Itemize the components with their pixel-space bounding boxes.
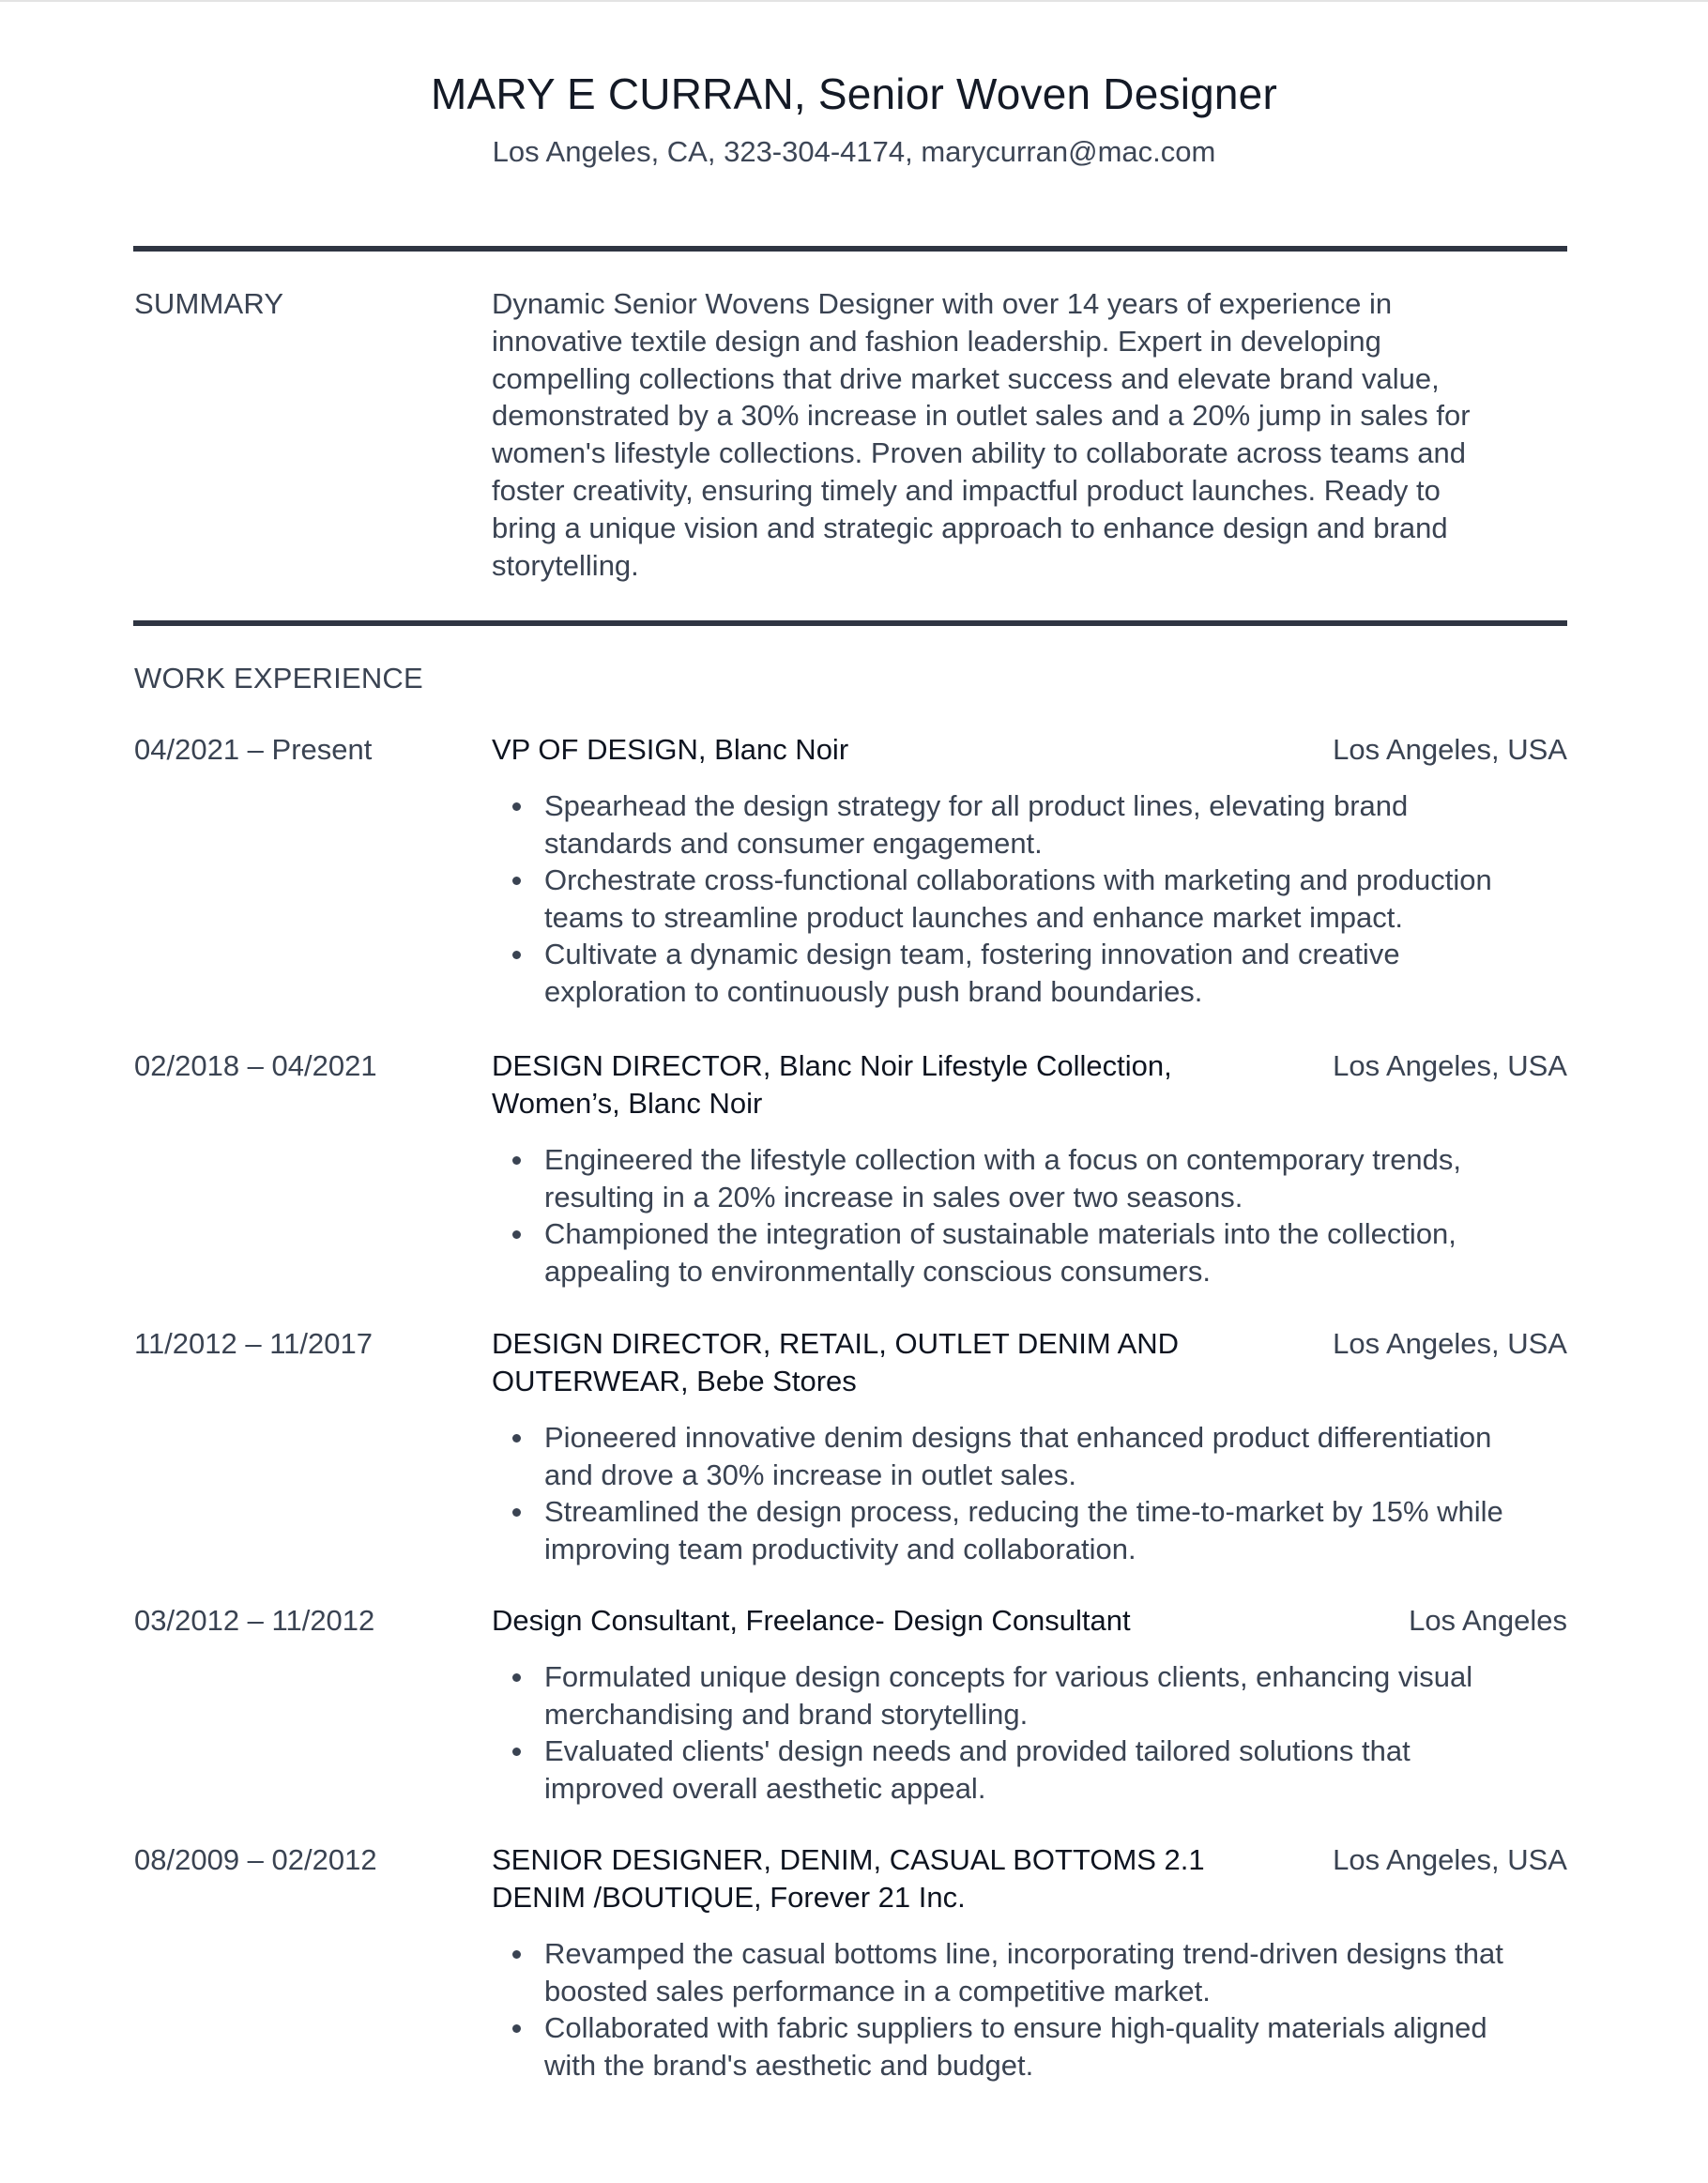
list-item xyxy=(492,1493,1571,1567)
list-item xyxy=(492,1658,1571,1733)
summary-heading: SUMMARY xyxy=(134,287,284,320)
list-item xyxy=(492,1215,1571,1290)
job-dates: 11/2012 – 11/2017 xyxy=(134,1327,373,1360)
job-title-line: DESIGN DIRECTOR, Blanc Noir Lifestyle Collection, xyxy=(492,1049,1172,1082)
bullet-text-line: improving team productivity and collaboration. xyxy=(544,1532,1136,1565)
job-location: Los Angeles xyxy=(1409,1604,1567,1637)
bullet-dot-icon xyxy=(512,1508,521,1517)
contact-info: Los Angeles, CA, 323-304-4174, marycurran@mac.com xyxy=(492,135,1216,168)
list-item xyxy=(492,1935,1571,2009)
summary-line: demonstrated by a 30% increase in outlet sales and a 20% jump in sales for xyxy=(492,399,1471,433)
bullet-dot-icon xyxy=(512,2024,521,2033)
job-title: Design Consultant, Freelance- Design Consultant xyxy=(492,1604,1131,1637)
bullet-text-line: appealing to environmentally conscious consumers. xyxy=(544,1254,1211,1288)
name-title: MARY E CURRAN, Senior Woven Designer xyxy=(431,69,1277,118)
resume-header xyxy=(0,66,1708,171)
job-dates: 03/2012 – 11/2012 xyxy=(134,1604,375,1637)
job-title xyxy=(492,1047,1243,1122)
bullet-text-line: teams to streamline product launches and enhance market impact. xyxy=(544,900,1403,934)
bullet-text-line: resulting in a 20% increase in sales over two seasons. xyxy=(544,1180,1243,1214)
bullet-text-line: Championed the integration of sustainable materials into the collection, xyxy=(544,1217,1456,1250)
bullet-dot-icon xyxy=(512,1156,521,1165)
bullet-text-line: Evaluated clients' design needs and provided tailored solutions that xyxy=(544,1734,1411,1767)
summary-line: foster creativity, ensuring timely and impactful product launches. Ready to xyxy=(492,473,1441,507)
bullet-dot-icon xyxy=(512,877,521,885)
list-item xyxy=(492,936,1571,1010)
list-item xyxy=(492,1733,1571,1807)
summary-line: compelling collections that drive market success and elevate brand value, xyxy=(492,361,1440,395)
job-bullet-list xyxy=(492,787,1571,1010)
bullet-text-line: Engineered the lifestyle collection with a focus on contemporary trends, xyxy=(544,1143,1462,1176)
divider-rule-top xyxy=(133,246,1567,252)
summary-line: storytelling. xyxy=(492,548,639,582)
job-location: Los Angeles, USA xyxy=(1333,1843,1567,1876)
summary-line: Dynamic Senior Wovens Designer with over 14 years of experience in xyxy=(492,287,1393,320)
bullet-text-line: Revamped the casual bottoms line, incorporating trend-driven designs that xyxy=(544,1937,1503,1970)
job-title-line: DENIM /BOUTIQUE, Forever 21 Inc. xyxy=(492,1880,966,1914)
job-location: Los Angeles, USA xyxy=(1333,733,1567,766)
bullet-text-line: exploration to continuously push brand boundaries. xyxy=(544,974,1203,1008)
bullet-dot-icon xyxy=(512,1748,521,1756)
summary-text xyxy=(492,285,1552,584)
job-dates: 02/2018 – 04/2021 xyxy=(134,1049,377,1082)
job-bullet-list xyxy=(492,1935,1571,2084)
job-title-line: SENIOR DESIGNER, DENIM, CASUAL BOTTOMS 2.1 xyxy=(492,1843,1205,1876)
bullet-text-line: Orchestrate cross-functional collaborations with marketing and production xyxy=(544,863,1492,896)
list-item xyxy=(492,787,1571,862)
summary-line: bring a unique vision and strategic approach to enhance design and brand xyxy=(492,511,1448,544)
job-location: Los Angeles, USA xyxy=(1333,1049,1567,1082)
list-item xyxy=(492,2009,1571,2084)
bullet-dot-icon xyxy=(512,1230,521,1239)
job-bullet-list xyxy=(492,1141,1571,1290)
job-title xyxy=(492,1841,1243,1916)
bullet-text-line: boosted sales performance in a competitive market. xyxy=(544,1974,1211,2007)
bullet-text-line: Formulated unique design concepts for various clients, enhancing visual xyxy=(544,1660,1473,1693)
list-item xyxy=(492,1141,1571,1215)
job-title-line: DESIGN DIRECTOR, RETAIL, OUTLET DENIM AND xyxy=(492,1327,1180,1360)
bullet-dot-icon xyxy=(512,1950,521,1959)
job-bullet-list xyxy=(492,1419,1571,1567)
job-title-line: OUTERWEAR, Bebe Stores xyxy=(492,1364,857,1397)
bullet-dot-icon xyxy=(512,802,521,811)
job-location: Los Angeles, USA xyxy=(1333,1327,1567,1360)
bullet-text-line: improved overall aesthetic appeal. xyxy=(544,1771,986,1805)
bullet-dot-icon xyxy=(512,951,521,959)
bullet-text-line: and drove a 30% increase in outlet sales. xyxy=(544,1458,1076,1491)
summary-line: women's lifestyle collections. Proven ability to collaborate across teams and xyxy=(492,436,1467,470)
bullet-text-line: Streamlined the design process, reducing the time-to-market by 15% while xyxy=(544,1495,1503,1528)
job-title: VP OF DESIGN, Blanc Noir xyxy=(492,733,849,766)
job-dates: 04/2021 – Present xyxy=(134,733,373,766)
bullet-text-line: Pioneered innovative denim designs that enhanced product differentiation xyxy=(544,1421,1492,1454)
divider-rule-middle xyxy=(133,620,1567,626)
summary-line: innovative textile design and fashion leadership. Expert in developing xyxy=(492,324,1381,358)
bullet-text-line: Spearhead the design strategy for all product lines, elevating brand xyxy=(544,789,1409,822)
list-item xyxy=(492,1419,1571,1493)
work-experience-heading: WORK EXPERIENCE xyxy=(134,662,423,695)
list-item xyxy=(492,862,1571,936)
bullet-dot-icon xyxy=(512,1434,521,1443)
job-dates: 08/2009 – 02/2012 xyxy=(134,1843,377,1876)
bullet-text-line: merchandising and brand storytelling. xyxy=(544,1697,1029,1731)
job-title xyxy=(492,1325,1243,1399)
bullet-dot-icon xyxy=(512,1673,521,1682)
bullet-text-line: standards and consumer engagement. xyxy=(544,826,1043,860)
bullet-text-line: Cultivate a dynamic design team, fostering innovation and creative xyxy=(544,938,1400,970)
job-bullet-list xyxy=(492,1658,1571,1807)
job-title-line: Women’s, Blanc Noir xyxy=(492,1086,763,1120)
bullet-text-line: with the brand's aesthetic and budget. xyxy=(544,2048,1034,2082)
bullet-text-line: Collaborated with fabric suppliers to ensure high-quality materials aligned xyxy=(544,2011,1487,2044)
